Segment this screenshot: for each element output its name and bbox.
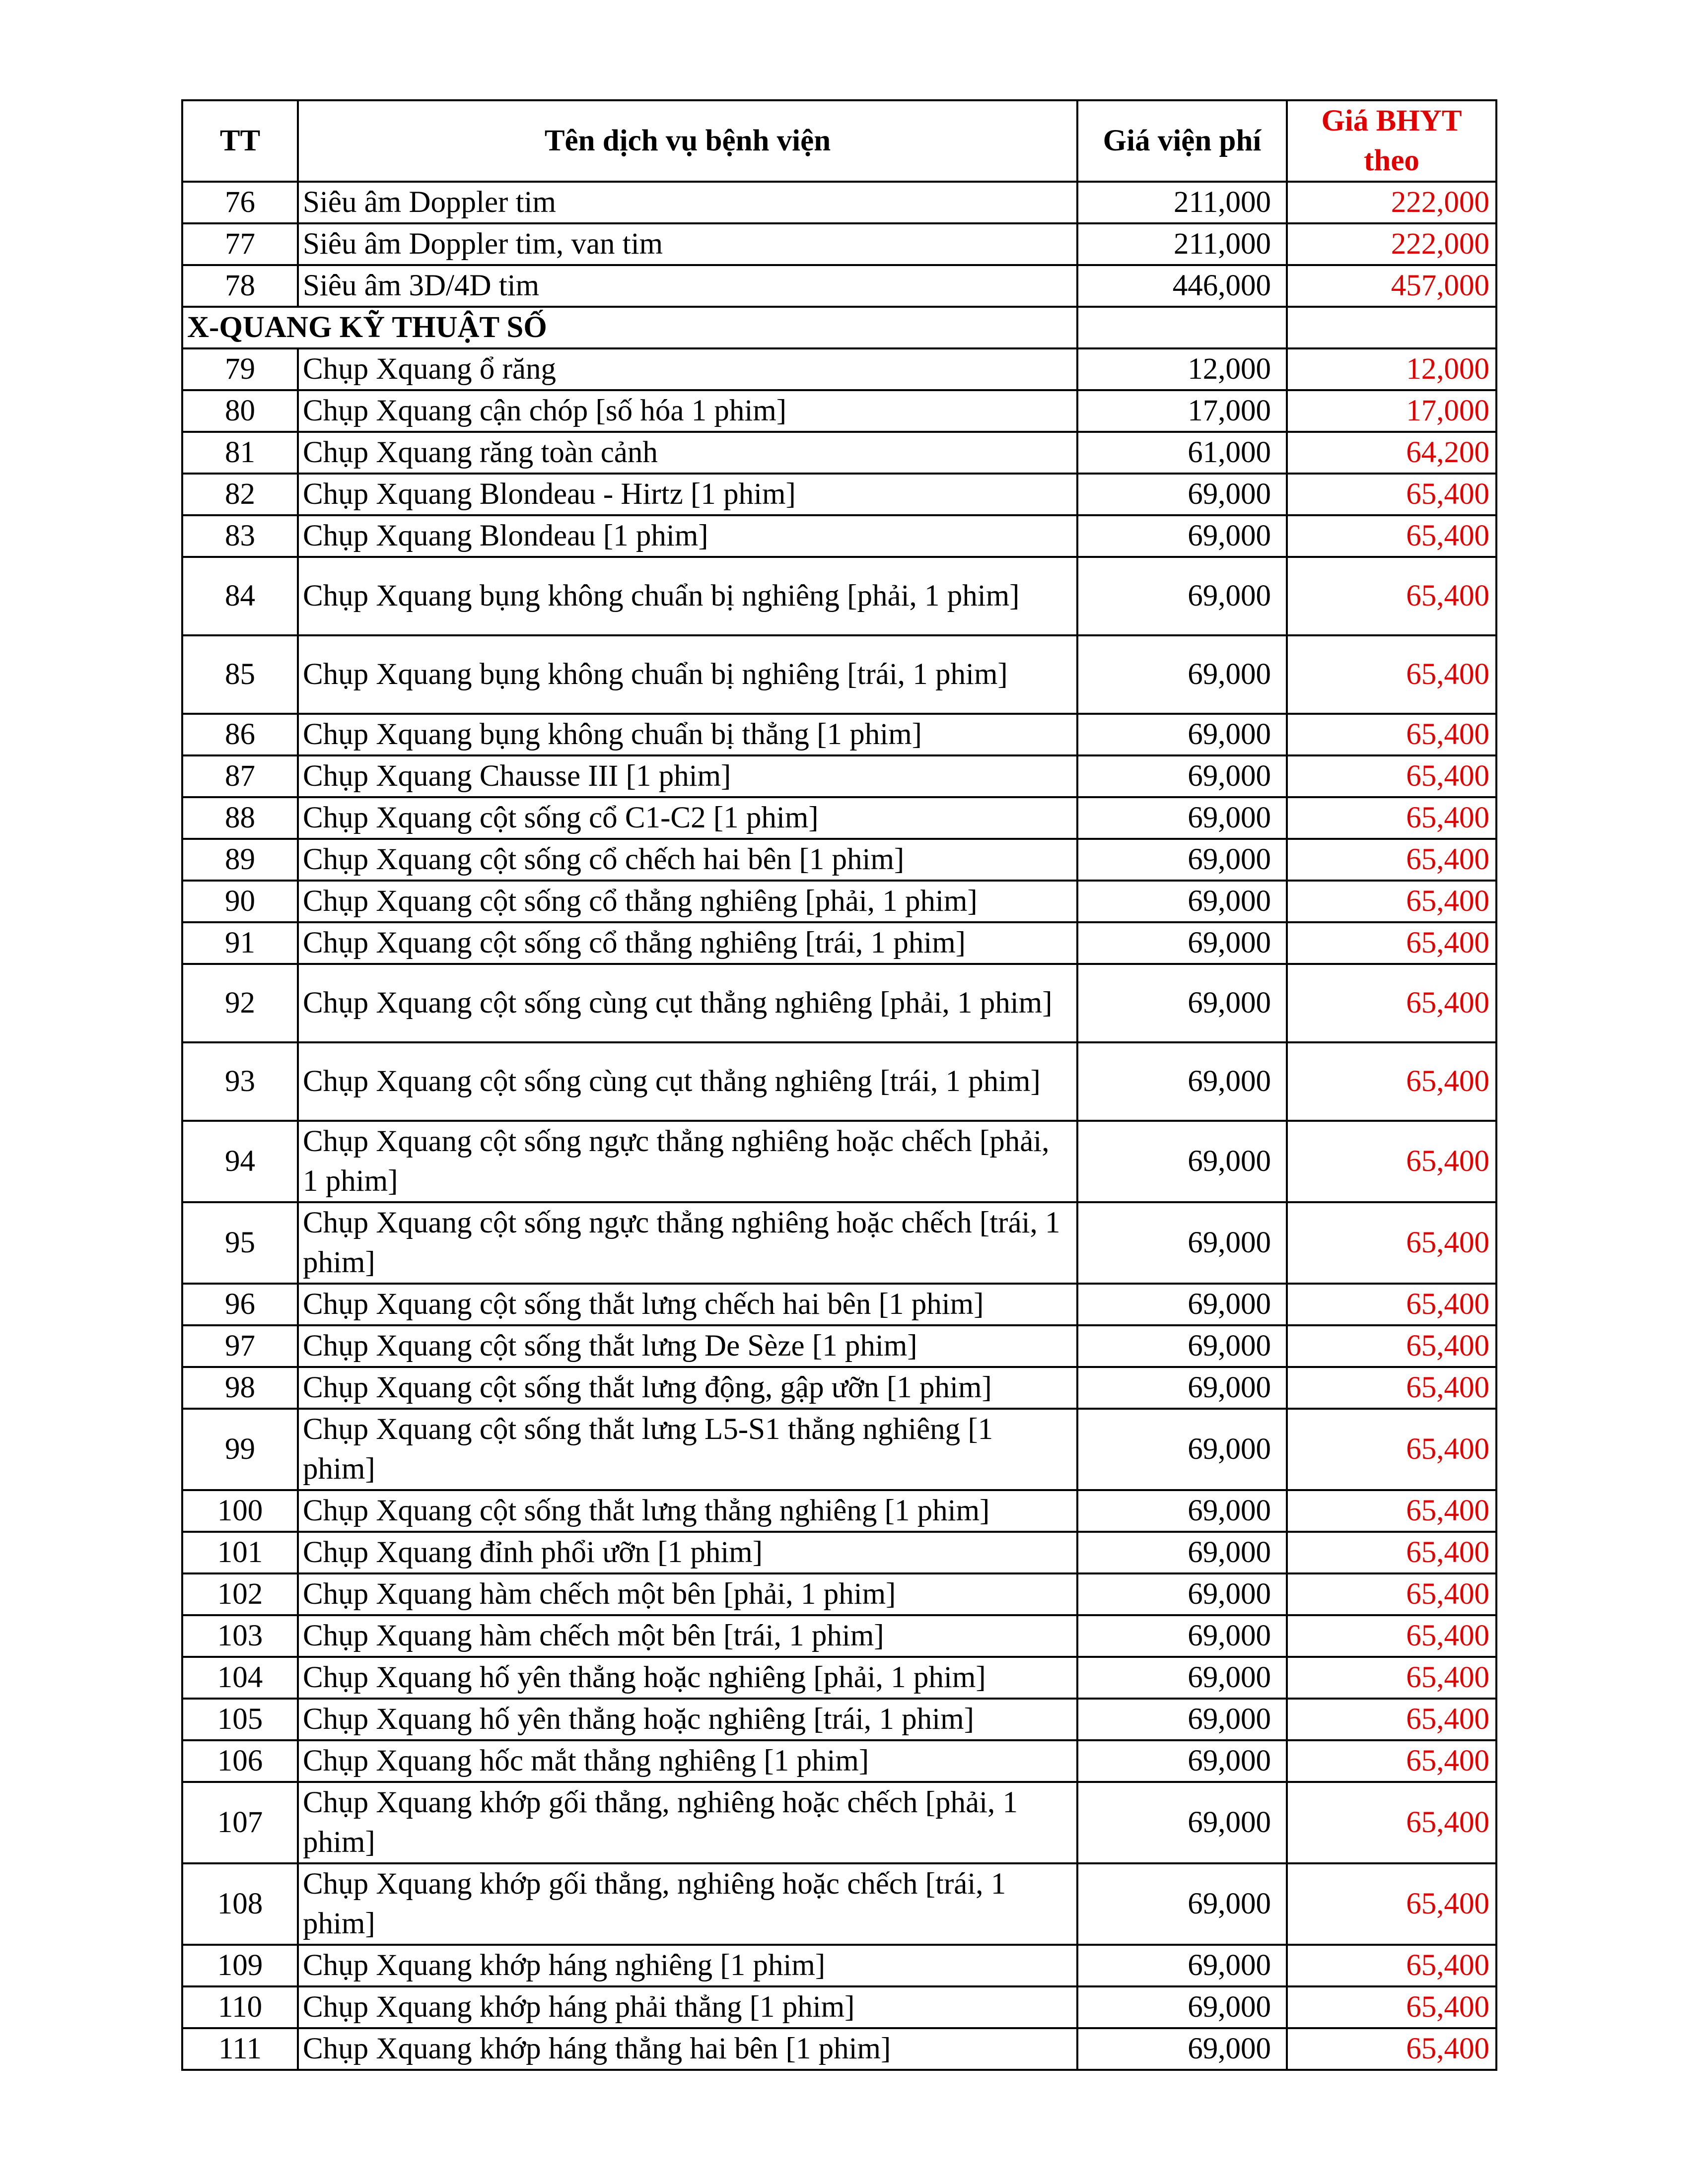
row-bhyt: 65,400 [1287,474,1496,515]
table-row [182,755,1496,797]
row-tt: 106 [182,1740,298,1782]
row-tt: 94 [182,1121,298,1202]
row-bhyt: 65,400 [1287,797,1496,839]
row-tt: 103 [182,1615,298,1657]
row-tt: 87 [182,755,298,797]
row-name: Chụp Xquang bụng không chuẩn bị nghiêng [trái, 1 phim] [298,635,1077,714]
row-price: 69,000 [1077,1615,1287,1657]
header-bhyt-line1: Giá BHYT [1321,104,1462,137]
row-bhyt: 65,400 [1287,1573,1496,1615]
row-price: 69,000 [1077,1986,1287,2028]
row-tt: 95 [182,1202,298,1284]
row-name: Chụp Xquang khớp gối thẳng, nghiêng hoặc chếch [phải, 1 phim] [298,1782,1077,1863]
row-tt: 104 [182,1657,298,1699]
row-bhyt: 457,000 [1287,265,1496,307]
row-price: 69,000 [1077,964,1287,1042]
row-price: 69,000 [1077,922,1287,964]
row-name: Chụp Xquang cột sống cùng cụt thẳng nghiêng [phải, 1 phim] [298,964,1077,1042]
table-row [182,1202,1496,1284]
row-tt: 93 [182,1042,298,1121]
row-tt: 79 [182,348,298,390]
table-row [182,1699,1496,1740]
table-row [182,265,1496,307]
row-name: Chụp Xquang cột sống ngực thẳng nghiêng hoặc chếch [phải, 1 phim] [298,1121,1077,1202]
table-row [182,1615,1496,1657]
row-bhyt: 65,400 [1287,1945,1496,1986]
row-tt: 98 [182,1367,298,1409]
row-tt: 84 [182,557,298,635]
row-price: 211,000 [1077,182,1287,223]
table-row [182,557,1496,635]
row-tt: 82 [182,474,298,515]
row-name: Chụp Xquang khớp háng thẳng hai bên [1 phim] [298,2028,1077,2070]
row-bhyt: 65,400 [1287,2028,1496,2070]
row-bhyt: 65,400 [1287,1863,1496,1945]
row-name: Chụp Xquang cột sống thắt lưng động, gập ưỡn [1 phim] [298,1367,1077,1409]
table-row [182,1782,1496,1863]
row-name: Chụp Xquang đỉnh phổi ưỡn [1 phim] [298,1532,1077,1573]
row-bhyt: 65,400 [1287,1409,1496,1490]
row-price: 12,000 [1077,348,1287,390]
row-name: Chụp Xquang bụng không chuẩn bị thẳng [1 phim] [298,714,1077,755]
row-name: Chụp Xquang cột sống cổ thẳng nghiêng [trái, 1 phim] [298,922,1077,964]
row-name: Chụp Xquang Blondeau - Hirtz [1 phim] [298,474,1077,515]
row-name: Chụp Xquang cột sống thắt lưng thẳng nghiêng [1 phim] [298,1490,1077,1532]
row-name: Chụp Xquang khớp háng phải thẳng [1 phim] [298,1986,1077,2028]
row-name: Chụp Xquang khớp háng nghiêng [1 phim] [298,1945,1077,1986]
table-row [182,1325,1496,1367]
row-tt: 101 [182,1532,298,1573]
row-bhyt: 65,400 [1287,1121,1496,1202]
table-row [182,1573,1496,1615]
row-name: Chụp Xquang hàm chếch một bên [trái, 1 phim] [298,1615,1077,1657]
row-price: 69,000 [1077,2028,1287,2070]
row-bhyt: 65,400 [1287,1986,1496,2028]
row-bhyt: 65,400 [1287,755,1496,797]
row-price: 69,000 [1077,755,1287,797]
row-bhyt: 222,000 [1287,182,1496,223]
row-name: Chụp Xquang cột sống cổ C1-C2 [1 phim] [298,797,1077,839]
row-tt: 105 [182,1699,298,1740]
table-row [182,1740,1496,1782]
row-price: 69,000 [1077,1490,1287,1532]
table-row [182,1532,1496,1573]
section-row [182,307,1496,348]
row-tt: 102 [182,1573,298,1615]
row-tt: 108 [182,1863,298,1945]
row-name: Chụp Xquang Chausse III [1 phim] [298,755,1077,797]
row-bhyt: 65,400 [1287,1532,1496,1573]
section-title: X-QUANG KỸ THUẬT SỐ [182,307,1077,348]
row-bhyt: 65,400 [1287,839,1496,881]
row-name: Chụp Xquang hố yên thẳng hoặc nghiêng [phải, 1 phim] [298,1657,1077,1699]
row-price: 17,000 [1077,390,1287,432]
row-price: 69,000 [1077,1121,1287,1202]
row-tt: 99 [182,1409,298,1490]
table-row [182,714,1496,755]
row-bhyt: 17,000 [1287,390,1496,432]
row-price: 69,000 [1077,1657,1287,1699]
row-price: 69,000 [1077,1367,1287,1409]
row-price: 69,000 [1077,635,1287,714]
header-price: Giá viện phí [1077,100,1287,182]
row-tt: 80 [182,390,298,432]
row-price: 69,000 [1077,557,1287,635]
row-price: 69,000 [1077,1409,1287,1490]
table-row [182,474,1496,515]
row-tt: 111 [182,2028,298,2070]
row-bhyt: 222,000 [1287,223,1496,265]
table-row [182,797,1496,839]
row-name: Chụp Xquang bụng không chuẩn bị nghiêng [phải, 1 phim] [298,557,1077,635]
row-name: Chụp Xquang cột sống cùng cụt thẳng nghiêng [trái, 1 phim] [298,1042,1077,1121]
row-name: Chụp Xquang Blondeau [1 phim] [298,515,1077,557]
row-bhyt: 65,400 [1287,1202,1496,1284]
row-bhyt: 65,400 [1287,1325,1496,1367]
row-bhyt: 65,400 [1287,635,1496,714]
row-price: 69,000 [1077,1202,1287,1284]
row-tt: 110 [182,1986,298,2028]
table-row [182,1409,1496,1490]
row-price: 69,000 [1077,1863,1287,1945]
row-tt: 100 [182,1490,298,1532]
row-name: Chụp Xquang cận chóp [số hóa 1 phim] [298,390,1077,432]
row-price: 69,000 [1077,1740,1287,1782]
row-bhyt: 65,400 [1287,1615,1496,1657]
table-row [182,881,1496,922]
row-bhyt: 65,400 [1287,1042,1496,1121]
row-name: Siêu âm 3D/4D tim [298,265,1077,307]
row-price: 69,000 [1077,1573,1287,1615]
table-row [182,635,1496,714]
row-name: Chụp Xquang hốc mắt thẳng nghiêng [1 phim] [298,1740,1077,1782]
row-bhyt: 65,400 [1287,557,1496,635]
row-name: Chụp Xquang ổ răng [298,348,1077,390]
row-price: 69,000 [1077,839,1287,881]
row-name: Chụp Xquang cột sống thắt lưng De Sèze [1 phim] [298,1325,1077,1367]
section-empty-price [1077,307,1287,348]
row-tt: 96 [182,1284,298,1325]
header-bhyt [1287,100,1496,182]
row-tt: 85 [182,635,298,714]
row-tt: 91 [182,922,298,964]
row-bhyt: 65,400 [1287,881,1496,922]
row-bhyt: 65,400 [1287,515,1496,557]
table-row [182,1490,1496,1532]
row-bhyt: 65,400 [1287,1657,1496,1699]
row-price: 69,000 [1077,797,1287,839]
table-row [182,1986,1496,2028]
row-tt: 86 [182,714,298,755]
row-bhyt: 65,400 [1287,1490,1496,1532]
row-price: 69,000 [1077,474,1287,515]
row-name: Chụp Xquang cột sống cổ thẳng nghiêng [phải, 1 phim] [298,881,1077,922]
row-tt: 107 [182,1782,298,1863]
row-name: Siêu âm Doppler tim [298,182,1077,223]
table-row [182,1367,1496,1409]
table-row [182,1284,1496,1325]
row-tt: 76 [182,182,298,223]
price-table [181,99,1497,2071]
row-price: 69,000 [1077,1532,1287,1573]
row-tt: 90 [182,881,298,922]
row-price: 61,000 [1077,432,1287,474]
row-price: 69,000 [1077,1945,1287,1986]
header-tt: TT [182,100,298,182]
row-bhyt: 65,400 [1287,714,1496,755]
row-name: Chụp Xquang cột sống cổ chếch hai bên [1 phim] [298,839,1077,881]
row-name: Chụp Xquang cột sống ngực thẳng nghiêng hoặc chếch [trái, 1 phim] [298,1202,1077,1284]
table-row [182,348,1496,390]
row-price: 69,000 [1077,1284,1287,1325]
row-name: Siêu âm Doppler tim, van tim [298,223,1077,265]
row-bhyt: 65,400 [1287,1782,1496,1863]
table-row [182,1121,1496,1202]
row-bhyt: 65,400 [1287,1284,1496,1325]
row-tt: 81 [182,432,298,474]
row-bhyt: 65,400 [1287,922,1496,964]
table-row [182,2028,1496,2070]
row-name: Chụp Xquang hàm chếch một bên [phải, 1 phim] [298,1573,1077,1615]
row-tt: 97 [182,1325,298,1367]
row-bhyt: 64,200 [1287,432,1496,474]
row-name: Chụp Xquang cột sống thắt lưng chếch hai bên [1 phim] [298,1284,1077,1325]
row-price: 446,000 [1077,265,1287,307]
table-row [182,1657,1496,1699]
row-price: 211,000 [1077,223,1287,265]
row-tt: 109 [182,1945,298,1986]
row-price: 69,000 [1077,1325,1287,1367]
row-bhyt: 65,400 [1287,1740,1496,1782]
row-tt: 77 [182,223,298,265]
header-name: Tên dịch vụ bệnh viện [298,100,1077,182]
row-tt: 88 [182,797,298,839]
table-row [182,839,1496,881]
table-row [182,223,1496,265]
row-tt: 83 [182,515,298,557]
table-row [182,515,1496,557]
row-name: Chụp Xquang khớp gối thẳng, nghiêng hoặc chếch [trái, 1 phim] [298,1863,1077,1945]
row-bhyt: 65,400 [1287,964,1496,1042]
table-row [182,1945,1496,1986]
row-price: 69,000 [1077,1042,1287,1121]
table-row [182,432,1496,474]
row-tt: 78 [182,265,298,307]
row-name: Chụp Xquang hố yên thẳng hoặc nghiêng [trái, 1 phim] [298,1699,1077,1740]
table-row [182,1042,1496,1121]
row-tt: 89 [182,839,298,881]
row-price: 69,000 [1077,515,1287,557]
header-row [182,100,1496,182]
row-bhyt: 65,400 [1287,1699,1496,1740]
row-name: Chụp Xquang răng toàn cảnh [298,432,1077,474]
table-row [182,964,1496,1042]
row-price: 69,000 [1077,714,1287,755]
section-empty-bhyt [1287,307,1496,348]
row-bhyt: 12,000 [1287,348,1496,390]
table-row [182,1863,1496,1945]
header-bhyt-line2: theo [1364,144,1419,177]
row-price: 69,000 [1077,881,1287,922]
row-price: 69,000 [1077,1699,1287,1740]
table-row [182,922,1496,964]
row-price: 69,000 [1077,1782,1287,1863]
table-row [182,390,1496,432]
row-bhyt: 65,400 [1287,1367,1496,1409]
row-tt: 92 [182,964,298,1042]
table-row [182,182,1496,223]
row-name: Chụp Xquang cột sống thắt lưng L5-S1 thẳng nghiêng [1 phim] [298,1409,1077,1490]
